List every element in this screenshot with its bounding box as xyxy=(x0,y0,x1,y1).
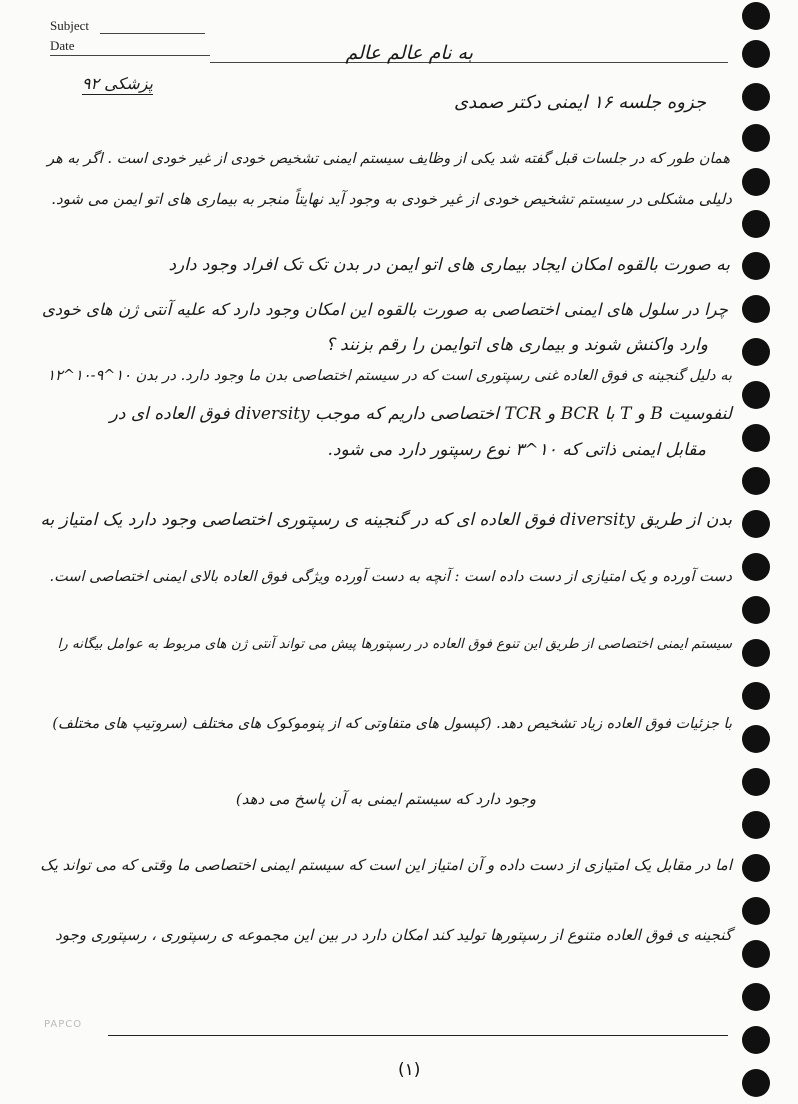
line-5: وارد واکنش شوند و بیماری های اتوایمن را رقم بزنند ؟ xyxy=(325,335,708,355)
binder-hole xyxy=(742,295,770,323)
binder-hole xyxy=(742,83,770,111)
date-label: Date xyxy=(50,38,75,53)
binder-hole xyxy=(742,768,770,796)
binder-hole xyxy=(742,940,770,968)
line-4: چرا در سلول های ایمنی اختصاصی به صورت بالقوه این امکان وجود دارد که علیه آنتی ژن های خودی xyxy=(41,300,728,319)
line-14: اما در مقابل یک امتیازی از دست داده و آن امتیاز این است که سیستم ایمنی اختصاصی ما وقتی که می تواند یک xyxy=(40,856,732,874)
line-9: بدن از طریق diversity فوق العاده ای که در گنجینه ی رسپتوری اختصاصی وجود دارد یک امتیاز به xyxy=(40,510,732,530)
binder-holes xyxy=(738,0,798,1104)
binder-hole xyxy=(742,2,770,30)
line-6: به دلیل گنجینه ی فوق العاده غنی رسپتوری است که در سیستم اختصاصی بدن ما وجود دارد. در بدن ۱۰^۹-۱۰^۱۲ xyxy=(47,368,732,384)
binder-hole xyxy=(742,338,770,366)
binder-hole xyxy=(742,553,770,581)
binder-hole xyxy=(742,639,770,667)
binder-hole xyxy=(742,40,770,68)
line-3: به صورت بالقوه امکان ایجاد بیماری های اتو ایمن در بدن تک تک افراد وجود دارد xyxy=(168,255,730,275)
binder-hole xyxy=(742,510,770,538)
binder-hole xyxy=(742,725,770,753)
binder-hole xyxy=(742,897,770,925)
line-12: با جزئیات فوق العاده زیاد تشخیص دهد. (کپسول های متفاوتی که از پنوموکوک های مختلف (سروتیپ های مختلف) xyxy=(52,716,732,732)
invocation: به نام عالم عالم xyxy=(345,42,473,64)
date-underline xyxy=(50,55,210,56)
line-1: همان طور که در جلسات قبل گفته شد یکی از وظایف سیستم ایمنی تشخیص خودی از غیر خودی است . اگر به هر xyxy=(47,151,730,167)
binder-hole xyxy=(742,596,770,624)
binder-hole xyxy=(742,467,770,495)
line-10: دست آورده و یک امتیازی از دست داده است : آنچه به دست آورده ویژگی فوق العاده بالای ایمنی اختصاصی است. xyxy=(49,569,732,585)
binder-hole xyxy=(742,210,770,238)
line-15: گنجینه ی فوق العاده متنوع از رسپتورها تولید کند امکان دارد در بین این مجموعه ی رسپتوری ، رسپتوری وجود xyxy=(55,926,732,944)
line-13: وجود دارد که سیستم ایمنی به آن پاسخ می دهد) xyxy=(235,790,536,808)
binder-hole xyxy=(742,168,770,196)
page-number: (۱) xyxy=(398,1060,421,1080)
binder-hole xyxy=(742,983,770,1011)
binder-hole xyxy=(742,424,770,452)
line-11: سیستم ایمنی اختصاصی از طریق این تنوع فوق العاده در رسپتورها پیش می تواند آنتی ژن های مربوط به عوامل بیگانه را xyxy=(57,636,732,652)
line-7: لنفوسیت B و T با BCR و TCR اختصاصی داریم که موجب diversity فوق العاده ای در xyxy=(109,404,732,424)
binder-hole xyxy=(742,124,770,152)
binder-hole xyxy=(742,811,770,839)
binder-hole xyxy=(742,1069,770,1097)
binder-hole xyxy=(742,854,770,882)
papco-mark: PAPCO xyxy=(44,1019,83,1030)
binder-hole xyxy=(742,1026,770,1054)
line-2: دلیلی مشکلی در سیستم تشخیص خودی از غیر خودی به وجود آید نهایتاً منجر به بیماری های اتو ایمن می شود. xyxy=(51,190,732,208)
subject-label: Subject xyxy=(50,18,89,33)
class-tag: پزشکی ۹۲ xyxy=(81,74,153,93)
binder-hole xyxy=(742,252,770,280)
page-title: جزوه جلسه ۱۶ ایمنی دکتر صمدی xyxy=(454,92,706,113)
binder-hole xyxy=(742,381,770,409)
binder-hole xyxy=(742,682,770,710)
subject-line xyxy=(100,33,205,34)
line-8: مقابل ایمنی ذاتی که ۱۰^۳ نوع رسپتور دارد می شود. xyxy=(327,440,706,460)
footer-rule xyxy=(108,1035,728,1036)
